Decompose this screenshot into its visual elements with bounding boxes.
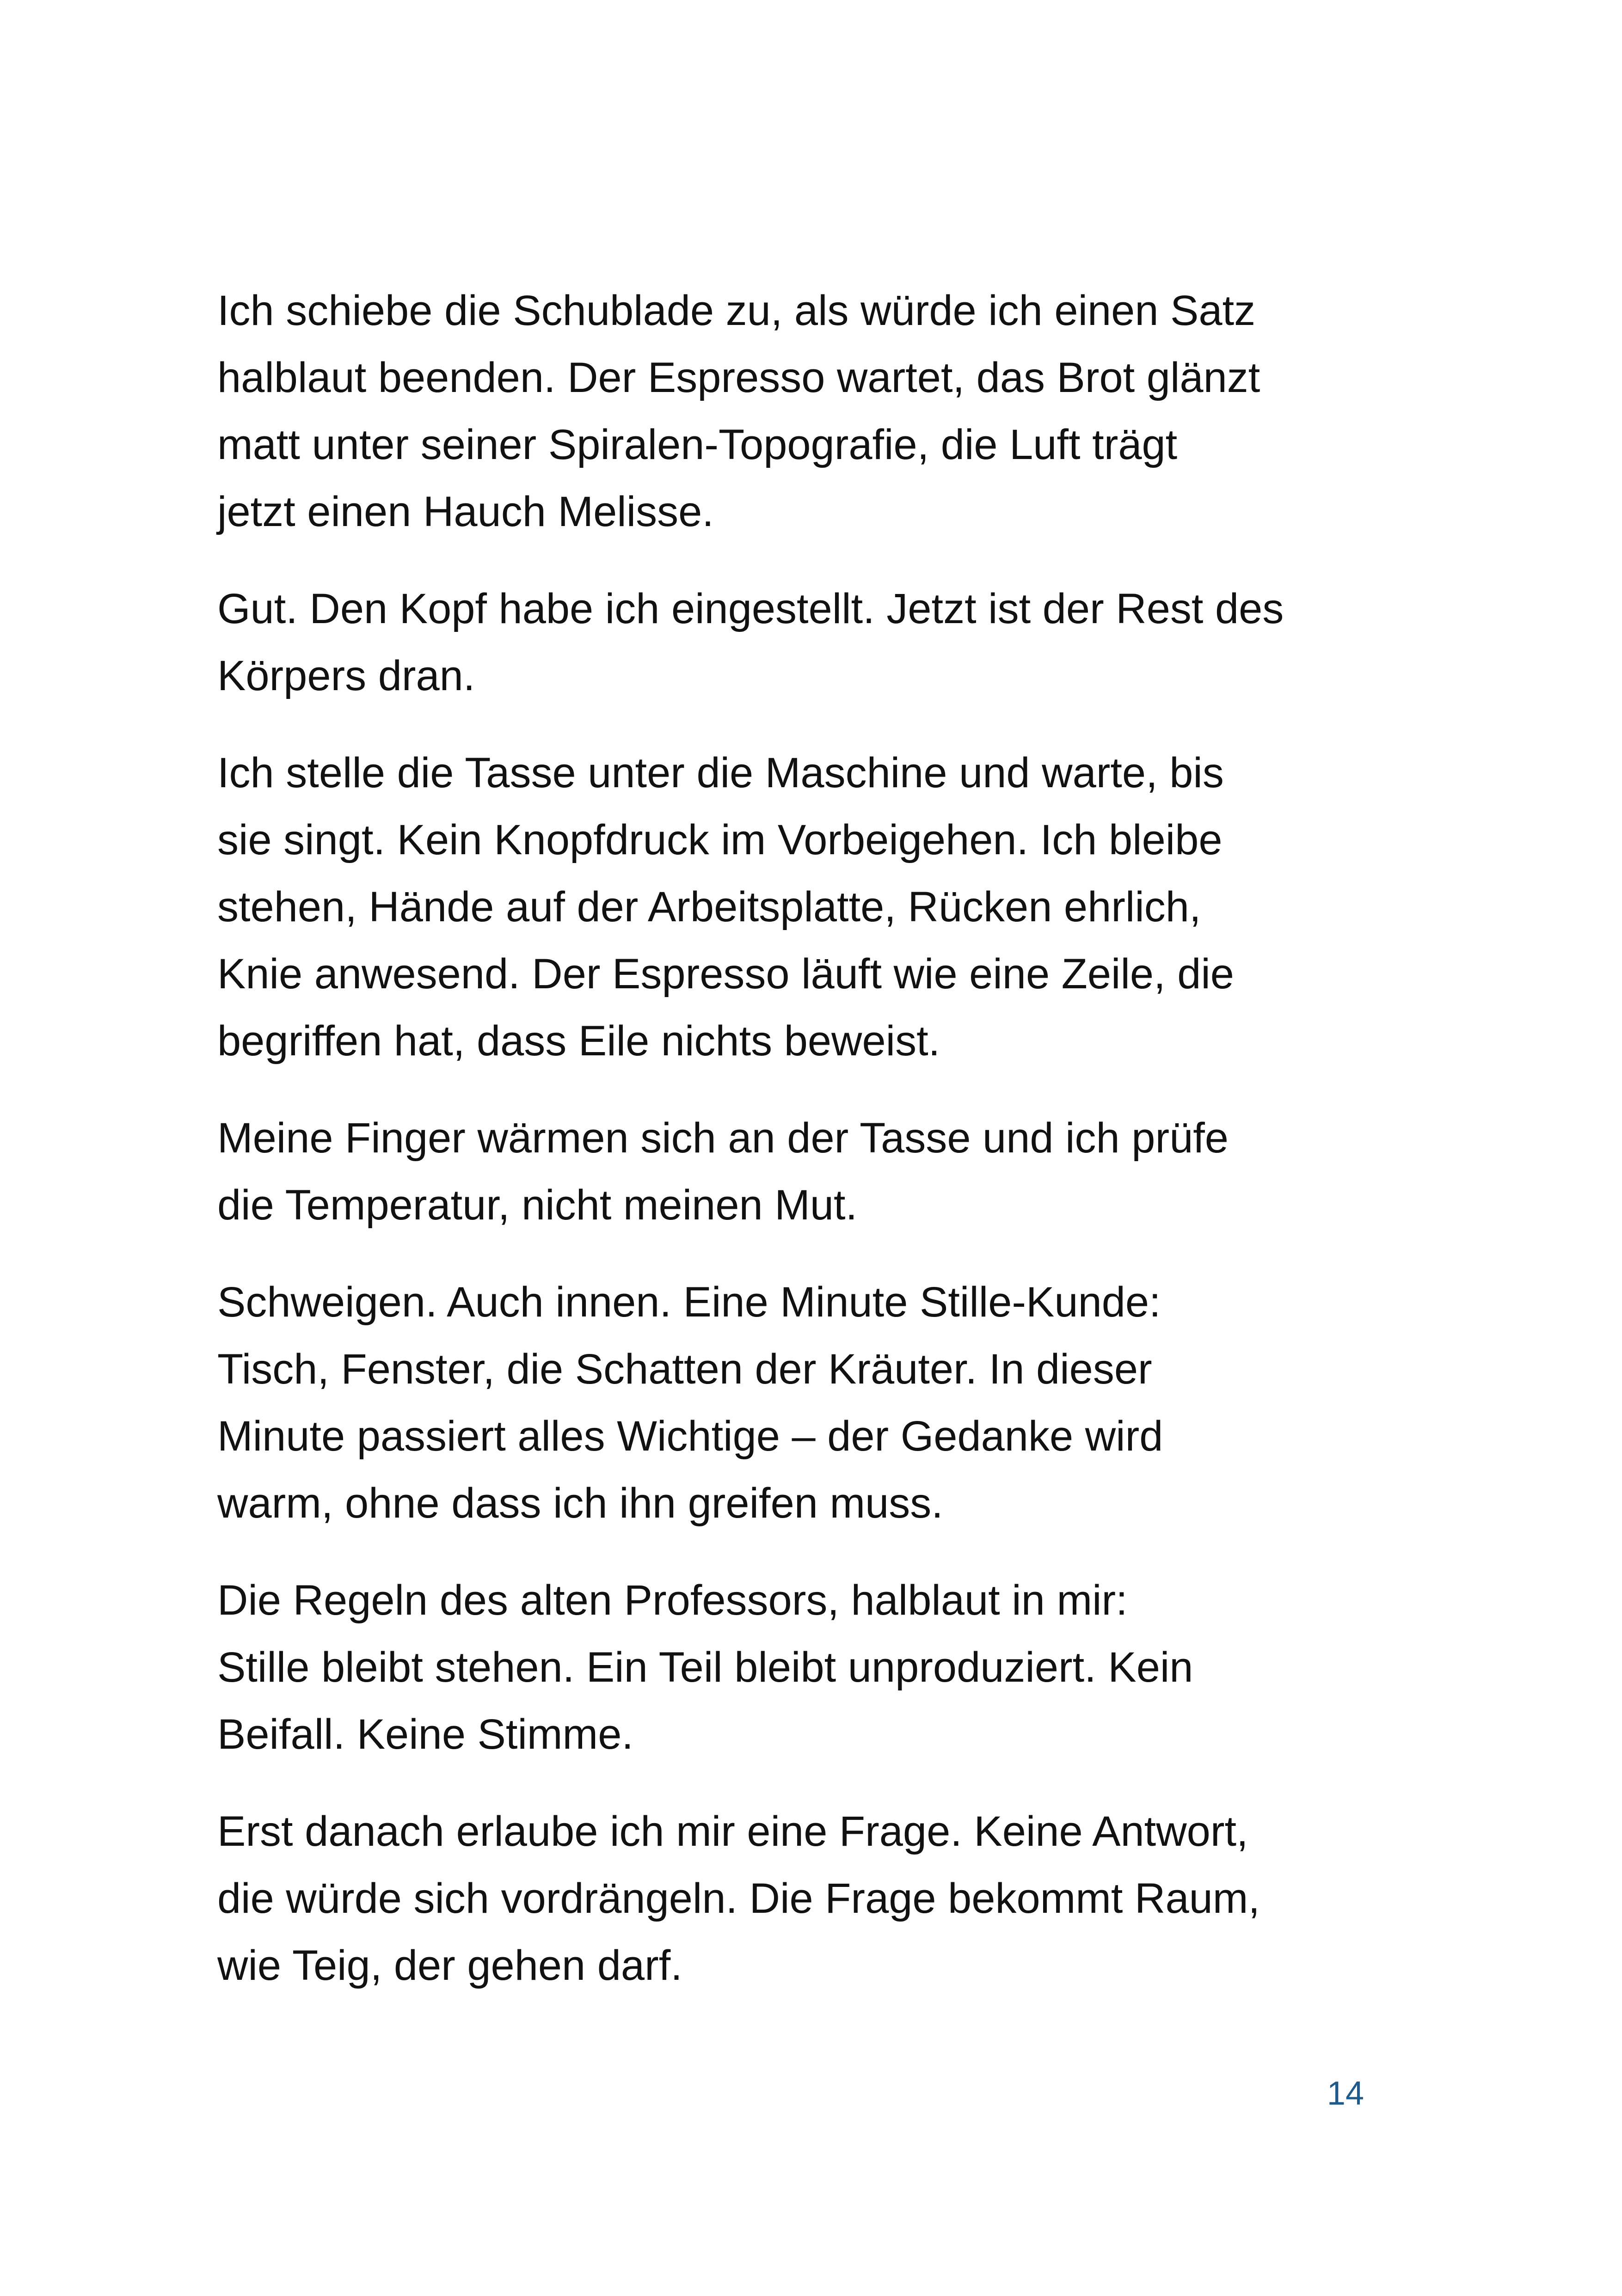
text-line: Erst danach erlaube ich mir eine Frage. Keine Antwort, (217, 1808, 1248, 1855)
text-line: Die Regeln des alten Professors, halblaut in mir: (217, 1577, 1128, 1624)
text-line: Ich stelle die Tasse unter die Maschine und warte, bis (217, 749, 1224, 796)
paragraph-6 (217, 1567, 1401, 1768)
text-line: matt unter seiner Spiralen-Topografie, die Luft trägt (217, 421, 1178, 468)
text-line: sie singt. Kein Knopfdruck im Vorbeigehen. Ich bleibe (217, 816, 1223, 863)
text-line: wie Teig, der gehen darf. (217, 1942, 682, 1989)
text-line: Knie anwesend. Der Espresso läuft wie eine Zeile, die (217, 950, 1234, 998)
paragraph-4 (217, 1105, 1401, 1239)
text-line: Schweigen. Auch innen. Eine Minute Stille-Kunde: (217, 1279, 1161, 1326)
page-number: 14 (1327, 2075, 1364, 2112)
body-text (217, 277, 1401, 2029)
text-line: stehen, Hände auf der Arbeitsplatte, Rücken ehrlich, (217, 883, 1201, 931)
text-line: warm, ohne dass ich ihn greifen muss. (217, 1480, 943, 1527)
text-line: Stille bleibt stehen. Ein Teil bleibt unproduziert. Kein (217, 1644, 1193, 1691)
text-line: Körpers dran. (217, 652, 475, 699)
text-line: Tisch, Fenster, die Schatten der Kräuter. In dieser (217, 1346, 1152, 1393)
text-line: begriffen hat, dass Eile nichts beweist. (217, 1017, 940, 1065)
text-line: die Temperatur, nicht meinen Mut. (217, 1182, 858, 1229)
text-line: jetzt einen Hauch Melisse. (217, 488, 714, 535)
text-line: die würde sich vordrängeln. Die Frage bekommt Raum, (217, 1875, 1260, 1922)
paragraph-2 (217, 576, 1401, 710)
paragraph-3 (217, 740, 1401, 1075)
text-line: Meine Finger wärmen sich an der Tasse und ich prüfe (217, 1114, 1229, 1162)
text-line: Gut. Den Kopf habe ich eingestellt. Jetzt ist der Rest des (217, 585, 1284, 632)
paragraph-1 (217, 277, 1401, 545)
paragraph-5 (217, 1269, 1401, 1537)
text-line: Beifall. Keine Stimme. (217, 1711, 633, 1758)
paragraph-7 (217, 1798, 1401, 1999)
text-line: Minute passiert alles Wichtige – der Gedanke wird (217, 1413, 1163, 1460)
text-line: Ich schiebe die Schublade zu, als würde ich einen Satz (217, 287, 1256, 334)
text-line: halblaut beenden. Der Espresso wartet, das Brot glänzt (217, 354, 1260, 401)
